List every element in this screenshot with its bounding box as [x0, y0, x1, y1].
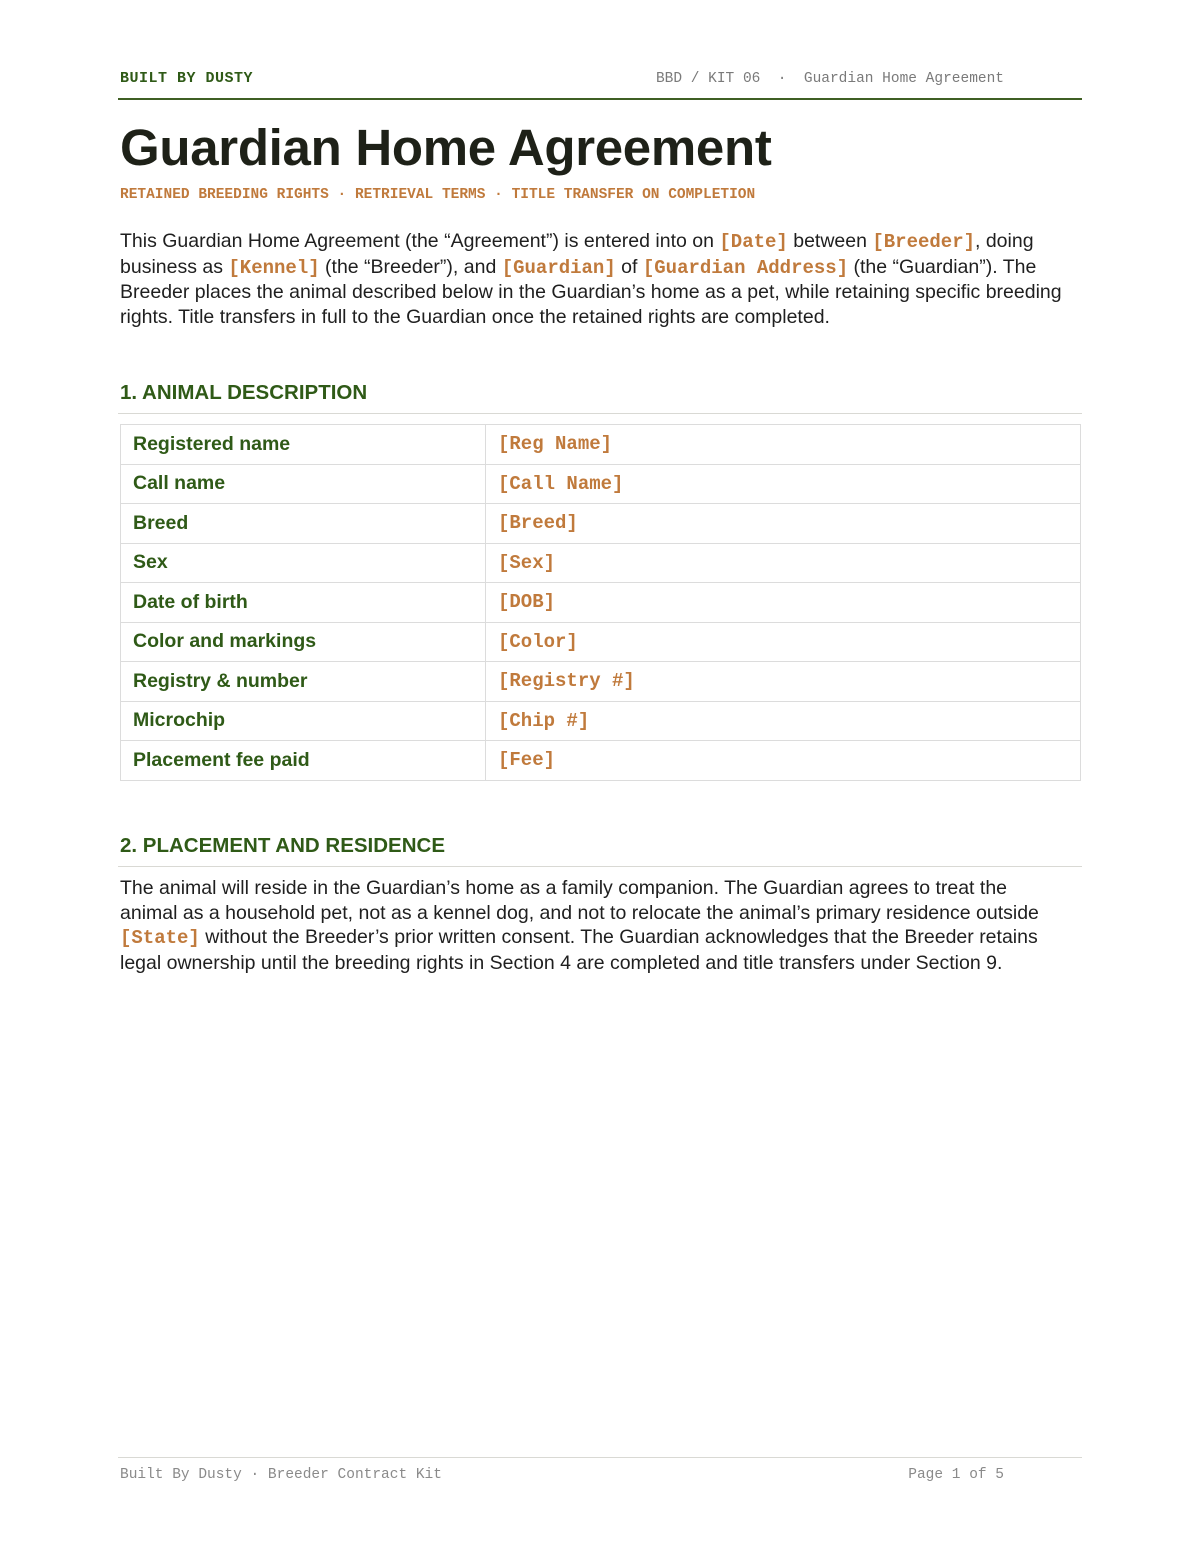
table-row: [121, 741, 1081, 781]
table-row: [121, 583, 1081, 623]
document-subtitle: RETAINED BREEDING RIGHTS · RETRIEVAL TERMS · TITLE TRANSFER ON COMPLETION: [120, 187, 756, 203]
page-number: Page 1 of 5: [908, 1467, 1004, 1483]
field-label: Breed: [121, 504, 486, 544]
field-value-placeholder: [Reg Name]: [486, 425, 1081, 465]
placeholder-date: [Date]: [719, 231, 788, 253]
section-heading-placement-residence: [118, 830, 1082, 867]
table-row: [121, 622, 1081, 662]
intro-text: (the “Breeder”), and: [319, 255, 502, 278]
field-value-placeholder: [Registry #]: [486, 662, 1081, 702]
table-row: [121, 425, 1081, 465]
placeholder-guardian-address: [Guardian Address]: [642, 256, 849, 279]
section-heading-text: 2. PLACEMENT AND RESIDENCE: [120, 834, 445, 857]
placeholder-kennel: [Kennel]: [228, 256, 320, 279]
field-value-placeholder: [Chip #]: [486, 701, 1081, 741]
field-label: Registered name: [121, 425, 486, 465]
document-title: Guardian Home Agreement: [120, 119, 772, 176]
field-value-placeholder: [Color]: [486, 622, 1081, 662]
intro-text: , doing business as: [120, 230, 1034, 278]
field-value-placeholder: [DOB]: [486, 583, 1081, 623]
field-value-placeholder: [Call Name]: [486, 464, 1081, 504]
table-row: [121, 504, 1081, 544]
section-heading-animal-description: [118, 377, 1082, 414]
table-row: [121, 662, 1081, 702]
table-row: [121, 464, 1081, 504]
placeholder-state: [State]: [120, 927, 200, 949]
field-label: Registry & number: [121, 662, 486, 702]
field-value-placeholder: [Breed]: [486, 504, 1081, 544]
intro-text: (the “Guardian”). The Breeder places the animal described below in the Guardian’s home as a pet, while retaining specific breeding rights. Title transfers in full to the Guardian once the retained rights are completed.: [120, 255, 1062, 328]
header-document-reference: BBD / KIT 06 · Guardian Home Agreement: [655, 71, 1004, 87]
intro-text: of: [615, 255, 643, 278]
table-row: [121, 701, 1081, 741]
field-label: Placement fee paid: [121, 741, 486, 781]
placement-text: without the Breeder’s prior written consent. The Guardian acknowledges that the Breeder retains legal ownership until the breeding rights in Section 4 are completed and title transfers under Section 9.: [120, 926, 1038, 974]
field-label: Date of birth: [121, 583, 486, 623]
intro-text: between: [787, 230, 873, 252]
footer-kit-name: Built By Dusty · Breeder Contract Kit: [120, 1467, 442, 1483]
field-label: Color and markings: [121, 622, 486, 662]
placeholder-guardian: [Guardian]: [501, 256, 616, 279]
field-label: Microchip: [121, 701, 486, 741]
placement-text: The animal will reside in the Guardian’s home as a family companion. The Guardian agrees to treat the animal as a household pet, not as a kennel dog, and not to relocate the animal’s primary residence outside: [120, 877, 1039, 924]
intro-text: This Guardian Home Agreement (the “Agreement”) is entered into on: [120, 230, 720, 252]
table-row: [121, 543, 1081, 583]
placement-paragraph: [120, 876, 1065, 975]
field-label: Call name: [121, 464, 486, 504]
field-value-placeholder: [Sex]: [486, 543, 1081, 583]
section-heading-text: 1. ANIMAL DESCRIPTION: [120, 381, 368, 404]
page-footer: [118, 1457, 1082, 1488]
brand-name: BUILT BY DUSTY: [120, 70, 254, 87]
animal-description-table: [120, 424, 1081, 781]
field-label: Sex: [121, 543, 486, 583]
placeholder-breeder: [Breeder]: [872, 231, 975, 253]
page-header: [118, 62, 1082, 100]
intro-paragraph: [120, 229, 1065, 329]
field-value-placeholder: [Fee]: [486, 741, 1081, 781]
